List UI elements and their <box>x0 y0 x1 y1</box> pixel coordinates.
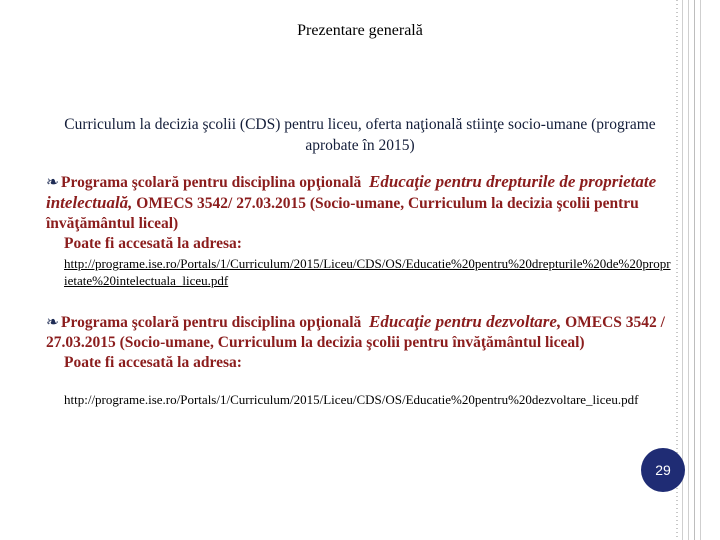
program-lead: Programa şcolară pentru disciplina opţională <box>61 314 362 331</box>
program-lead: Programa şcolară pentru disciplina opţională <box>61 174 362 191</box>
program-details: OMECS 3542 / 27.03.2015 (Socio-umane, Curriculum la decizia şcolii pentru învăţământul liceal) <box>46 314 665 351</box>
decorative-border-line <box>700 0 701 540</box>
program-title: Educaţie pentru dezvoltare, <box>369 312 562 331</box>
program-url-link[interactable]: http://programe.ise.ro/Portals/1/Curriculum/2015/Liceu/CDS/OS/Educatie%20pentru%20drepturile%20de%20proprietate%20intelectuala_liceu.pdf <box>64 256 671 288</box>
decorative-border-line <box>694 0 695 540</box>
slide-subtitle: Curriculum la decizia şcolii (CDS) pentru liceu, oferta naţională stiinţe socio-umane (programe aprobate în 2015) <box>64 116 656 154</box>
decorative-border-line <box>688 0 689 540</box>
program-url-link[interactable]: http://programe.ise.ro/Portals/1/Curriculum/2015/Liceu/CDS/OS/Educatie%20pentru%20dezvoltare_liceu.pdf <box>64 392 639 407</box>
program-title: Educaţie pentru drepturile de proprietate intelectuală, <box>46 172 657 212</box>
page-number-badge: 29 <box>641 448 685 492</box>
flower-bullet-icon: ❧ <box>46 314 59 331</box>
program-item <box>46 312 676 373</box>
program-item <box>46 172 676 254</box>
program-details: OMECS 3542/ 27.03.2015 (Socio-umane, Curriculum la decizia şcolii pentru învăţământul liceal) <box>46 195 639 232</box>
program-access-label: Poate fi accesată la adresa: <box>64 354 242 371</box>
program-access-label: Poate fi accesată la adresa: <box>64 235 242 252</box>
flower-bullet-icon: ❧ <box>46 174 59 191</box>
slide-header: Prezentare generală <box>297 22 423 39</box>
